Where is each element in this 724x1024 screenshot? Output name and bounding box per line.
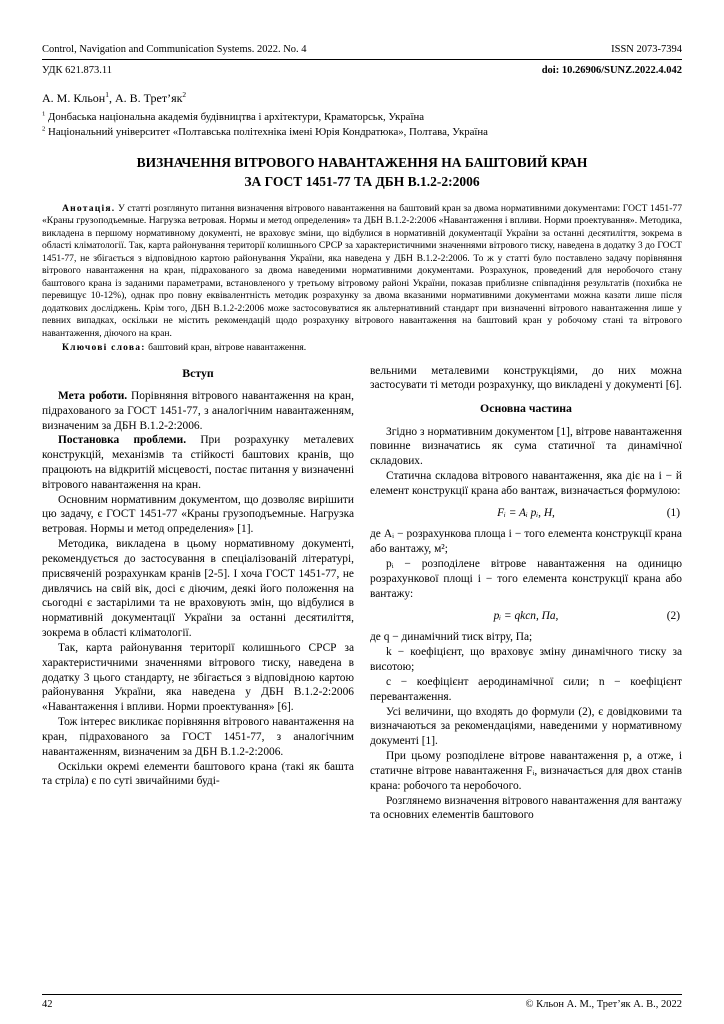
paragraph: Методика, викладена в цьому нормативному документі, рекомендується до застосування в спеціалізованій літературі, присвяченій розрахункам кранів [2-5]. І хоча ГОСТ 1451-77, не дивлячись на свій вік, досі є діючим, деякі його положення на сьогодні є застарілими та не враховують змін, що відбулися в нормативній документації України за останні десятиліття, зокрема в області кліматології. [42, 538, 354, 640]
affiliation-1-marker: 1 [42, 110, 46, 118]
paragraph: При цьому розподілене вітрове навантаження p, а отже, і статичне вітрове навантаження Fᵢ, визначається для двох станів крана: робочого та неробочого. [370, 750, 682, 792]
footer-rule [42, 994, 682, 995]
left-column [42, 364, 354, 824]
paragraph: Тож інтерес викликає порівняння вітрового навантаження на кран, підрахованого за ГОСТ 1451-77, з аналогічним навантаженням, визначеним за ДБН В.1.2-2:2006. [42, 716, 354, 758]
paragraph: де q − динамічний тиск вітру, Па; [370, 631, 533, 644]
copyright: © Кльон А. М., Трет’як А. В., 2022 [525, 999, 682, 1010]
abstract-text: У статті розглянуто питання визначення вітрового навантаження на баштовий кран за двома нормативними документами: ГОСТ 1451-77 «Краны грузоподъемные. Нагрузка ветровая. Нормы и метод определения» та ДБН В.1.2-2:2006 «Навантаження і впливи. Норми проектування». Методика, викладена в першому нормативному документі, не враховує зміни, що відбулися в нормативній документації України за останні десятиліття, зокрема в області кліматології. Так, карта районування території колишнього СРСР за характеристичними значеннями вітрового тиску, наведена в додатку 3 до ГОСТ 1451-77, не збігається з відповідною картою районування України, яка наведена у ДБН В.1.2-2:2006. То ж у статті було поставлено задачу порівняння вітрового навантаження на кран, підрахованого за двома наведеними нормативними документами. Розрахунок, проведений для неробочого стану баштового крана із заданими параметрами, встановленого у третьому вітровому районі України, показав приблизне співпадіння результатів (похибка не перевищує 10-12%), однак про повну еквівалентність методик розрахунку за двома вказаними нормативними документами можна казати лише після додаткових досліджень. Крім того, ДБН В.1.2-2:2006 може застосовуватися як альтернативний стандарт при визначенні вітрового навантаження лише у певних випадках, оскільки не містить рекомендацій щодо розрахунку вітрового навантаження на баштовий кран у робочому стані та вітрового навантаження, діючого на кран. [42, 202, 682, 339]
keywords-label: Ключові слова: [62, 342, 146, 354]
paragraph: Згідно з нормативним документом [1], вітрове навантаження повинне визначатись як сума статичної та динамічної складових. [370, 425, 682, 468]
formula-1-body: Fᵢ = Aᵢ pᵢ, Н, [497, 506, 555, 519]
paragraph: pᵢ − розподілене вітрове навантаження на одиницю розрахункової площі i − того елемента конструкції крана або вантажу: [370, 558, 682, 600]
header-rule [42, 59, 682, 60]
authors-separator: , [108, 91, 115, 105]
abstract [42, 203, 682, 340]
keywords-text: баштовий кран, вітрове навантаження. [148, 342, 307, 354]
formula-2 [370, 609, 682, 624]
formula-1-number: (1) [666, 506, 680, 519]
paragraph: Розглянемо визначення вітрового навантаження для вантажу та основних елементів баштового [370, 794, 682, 822]
abstract-label: Анотація. [62, 202, 116, 214]
affiliation-1-text: Донбаська національна академія будівництва і архітектури, Краматорськ, Україна [48, 111, 425, 123]
affiliation-2-marker: 2 [42, 124, 46, 132]
paper-title [42, 154, 682, 192]
paragraph: де Aᵢ − розрахункова площа i − того елемента конструкції крана або вантажу, м²; [370, 528, 682, 556]
doi-label: doi: 10.26906/SUNZ.2022.4.042 [541, 65, 682, 76]
paragraph [42, 433, 354, 492]
paragraph: k − коефіцієнт, що враховує зміну динамічного тиску за висотою; [370, 646, 682, 674]
journal-title: Control, Navigation and Communication Systems. 2022. No. 4 [42, 44, 307, 55]
paper-title-line-2: ЗА ГОСТ 1451-77 ТА ДБН В.1.2-2:2006 [244, 174, 480, 190]
author-1: А. М. Кльон [42, 91, 106, 105]
affiliation-2-text: Національний університет «Полтавська політехніка імені Юрія Кондратюка», Полтава, Україна [48, 125, 488, 138]
formula-1 [370, 506, 682, 521]
affiliation-2 [42, 125, 682, 140]
paragraph: вельними металевими конструкціями, до них можна застосувати ті методи розрахунку, що викладені у документі [6]. [370, 364, 682, 392]
paper-title-line-1: ВИЗНАЧЕННЯ ВІТРОВОГО НАВАНТАЖЕННЯ НА БАШТОВИЙ КРАН [136, 155, 588, 171]
author-1-marker: 1 [105, 90, 109, 99]
paragraph-text: Порівняння вітрового навантаження на кран, підрахованого за ГОСТ 1451-77, з аналогічним навантаженням, визначеним за ДБН В.1.2-2:2006. [42, 389, 354, 432]
paragraph [42, 389, 354, 433]
paragraph: Основним нормативним документом, що дозволяє вирішити цю задачу, є ГОСТ 1451-77 «Краны грузоподъемные. Нагрузка ветровая. Нормы и метод определения» [1]. [42, 493, 354, 536]
paragraph: Оскільки окремі елементи баштового крана (такі як башта та стріла) є по суті звичайними буді- [42, 760, 354, 788]
affiliations [42, 110, 682, 139]
journal-header [42, 44, 682, 55]
section-heading-main: Основна частина [480, 401, 572, 416]
right-column [370, 364, 682, 824]
keywords [42, 342, 682, 354]
affiliation-1 [42, 110, 682, 125]
paragraph: Так, карта районування території колишнього СРСР за характеристичними значеннями вітрового тиску, наведена в додатку 3 цього стандарту, не збігається з відповідною картою районування України, яка наведена у ДБН В.1.2-2:2006 «Навантаження і впливи. Норми проектування» [6]. [42, 641, 354, 714]
page-number: 42 [42, 999, 53, 1010]
paragraph: c − коефіцієнт аеродинамічної сили; n − коефіцієнт перевантаження. [370, 675, 682, 703]
formula-2-body: pᵢ = qkcn, Па, [493, 609, 559, 622]
author-2-marker: 2 [182, 90, 187, 99]
page-footer [42, 994, 682, 1010]
authors-line [42, 91, 682, 106]
udk-label: УДК 621.873.11 [42, 65, 113, 76]
section-heading-intro: Вступ [182, 365, 214, 380]
paragraph: Усі величини, що входять до формули (2), є довідковими та визначаються за рекомендаціями, наведеними у нормативному документі [1]. [370, 705, 682, 748]
author-2: А. В. Трет’як [114, 91, 183, 105]
paragraph-lead: Мета роботи. [58, 389, 128, 402]
issn-label: ISSN 2073-7394 [611, 44, 682, 55]
paragraph-text: При розрахунку металевих конструкцій, механізмів та стійкості баштових кранів, що працюють на відкритій місцевості, постає питання у визначенні вітрового навантаження на кран. [42, 434, 354, 491]
formula-2-number: (2) [666, 609, 680, 622]
two-column-body [42, 364, 682, 824]
paragraph-lead: Постановка проблеми. [58, 434, 187, 447]
meta-row [42, 65, 682, 76]
paragraph: Статична складова вітрового навантаження, яка діє на i − й елемент конструкції крана або вантаж, визначається формулою: [370, 470, 682, 497]
